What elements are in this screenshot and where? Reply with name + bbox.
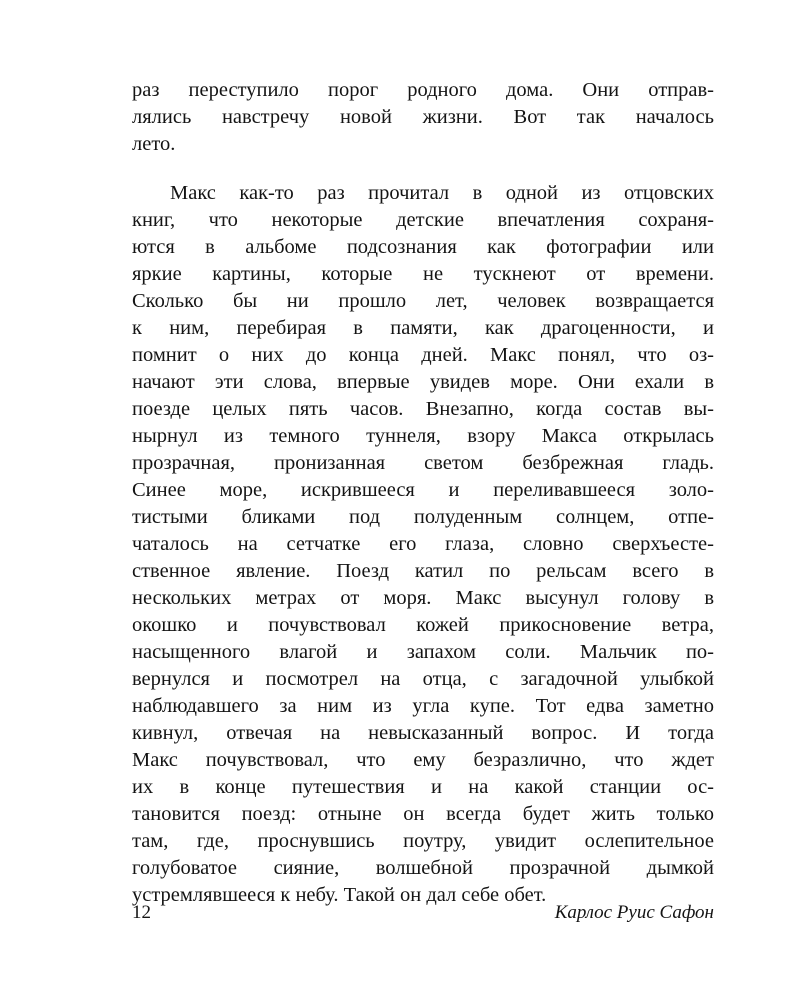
text-line: устремлявшееся к небу. Такой он дал себе обет. <box>132 884 547 906</box>
text-line: поезде целых пять часов. Внезапно, когда состав вы- <box>132 398 714 420</box>
text-line: лялись навстречу новой жизни. Вот так началось <box>132 106 714 128</box>
text-line: тановится поезд: отныне он всегда будет жить только <box>132 803 714 825</box>
paragraph-continuation <box>132 77 714 158</box>
text-line: начают эти слова, впервые увидев море. Они ехали в <box>132 371 714 393</box>
text-line: Синее море, искрившееся и переливавшееся золо- <box>132 479 714 501</box>
text-line: их в конце путешествия и на какой станции ос- <box>132 776 714 798</box>
running-head-author: Карлос Руис Сафон <box>554 902 714 923</box>
text-line: вернулся и посмотрел на отца, с загадочной улыбкой <box>132 668 714 690</box>
text-line: ются в альбоме подсознания как фотографии или <box>132 236 714 258</box>
text-line: кивнул, отвечая на невысказанный вопрос. И тогда <box>132 722 714 744</box>
text-line: к ним, перебирая в памяти, как драгоценности, и <box>132 317 714 339</box>
text-line: тистыми бликами под полуденным солнцем, отпе- <box>132 506 714 528</box>
paragraph-main <box>132 180 714 909</box>
text-line: нескольких метрах от моря. Макс высунул голову в <box>132 587 714 609</box>
page-footer <box>132 899 714 927</box>
text-line: яркие картины, которые не тускнеют от времени. <box>132 263 714 285</box>
text-line: окошко и почувствовал кожей прикосновение ветра, <box>132 614 714 636</box>
text-line: раз переступило порог родного дома. Они отправ- <box>132 79 714 101</box>
text-line: голубоватое сияние, волшебной прозрачной дымкой <box>132 857 714 879</box>
text-line: Макс почувствовал, что ему безразлично, что ждет <box>132 749 714 771</box>
text-line: наблюдавшего за ним из угла купе. Тот едва заметно <box>132 695 714 717</box>
text-line: помнит о них до конца дней. Макс понял, что оз- <box>132 344 714 366</box>
text-line: прозрачная, пронизанная светом безбрежная гладь. <box>132 452 714 474</box>
text-line: лето. <box>132 133 176 155</box>
text-line: Макс как-то раз прочитал в одной из отцовских <box>170 182 714 204</box>
text-line: чаталось на сетчатке его глаза, словно сверхъесте- <box>132 533 714 555</box>
text-line: там, где, проснувшись поутру, увидит ослепительное <box>132 830 714 852</box>
text-line: Сколько бы ни прошло лет, человек возвращается <box>132 290 714 312</box>
text-line: книг, что некоторые детские впечатления сохраня- <box>132 209 714 231</box>
page-number: 12 <box>132 902 151 923</box>
text-line: ственное явление. Поезд катил по рельсам всего в <box>132 560 714 582</box>
text-line: насыщенного влагой и запахом соли. Мальчик по- <box>132 641 714 663</box>
text-line: нырнул из темного туннеля, взору Макса открылась <box>132 425 714 447</box>
